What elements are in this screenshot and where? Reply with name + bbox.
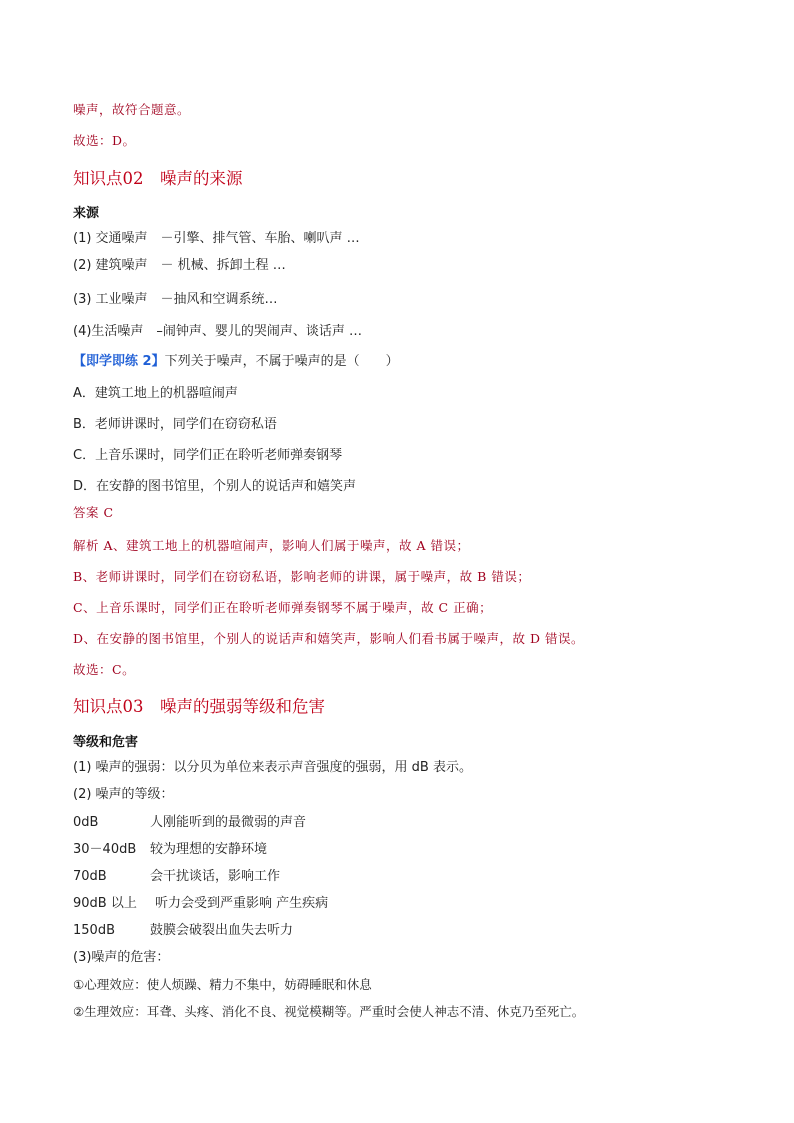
level-db-2: 30－40dB bbox=[73, 842, 137, 857]
level-db-3: 70dB bbox=[73, 869, 107, 884]
prev-answer-line: 故选：D。 bbox=[73, 133, 136, 148]
exercise-tag: 【即学即练 2】 bbox=[73, 354, 165, 369]
level-db-5: 150dB bbox=[73, 923, 115, 938]
answer-line: 答案 C bbox=[73, 505, 114, 520]
prev-conclusion-line: 噪声，故符合题意。 bbox=[73, 102, 191, 117]
source-item-4: (4)生活噪声 –闹钟声、婴儿的哭闹声、谈话声 … bbox=[73, 324, 363, 339]
option-d: D．在安静的图书馆里，个别人的说话声和嬉笑声 bbox=[73, 479, 357, 494]
section-title-03: 知识点03 噪声的强弱等级和危害 bbox=[73, 697, 325, 716]
section-title-02: 知识点02 噪声的来源 bbox=[73, 169, 243, 188]
subheading-levels: 等级和危害 bbox=[73, 735, 139, 750]
source-item-1: (1) 交通噪声 －引擎、排气管、车胎、喇叭声 … bbox=[73, 231, 360, 246]
level-desc-4: 听力会受到严重影响 产生疾病 bbox=[155, 896, 329, 911]
subheading-source: 来源 bbox=[73, 206, 100, 221]
source-item-2: (2) 建筑噪声 － 机械、拆卸土程 … bbox=[73, 258, 286, 273]
level-desc-1: 人刚能听到的最微弱的声音 bbox=[150, 815, 307, 830]
option-a: A．建筑工地上的机器喧闹声 bbox=[73, 386, 238, 401]
exercise-question bbox=[73, 354, 399, 370]
effect-psychological: ①心理效应：使人烦躁、精力不集中，妨碍睡眠和休息 bbox=[73, 977, 372, 992]
source-item-3: (3) 工业噪声 －抽风和空调系统… bbox=[73, 292, 278, 307]
option-c: C．上音乐课时，同学们正在聆听老师弹奏钢琴 bbox=[73, 448, 343, 463]
analysis-line-b: B、老师讲课时，同学们在窃窃私语，影响老师的讲课，属于噪声，故 B 错误； bbox=[73, 569, 531, 584]
level-db-4: 90dB 以上 bbox=[73, 896, 137, 911]
level-desc-2: 较为理想的安静环境 bbox=[150, 842, 268, 857]
strength-line: (1) 噪声的强弱：以分贝为单位来表示声音强度的强弱，用 dB 表示。 bbox=[73, 760, 472, 775]
analysis-line-d: D、在安静的图书馆里，个别人的说话声和嬉笑声，影响人们看书属于噪声，故 D 错误。 bbox=[73, 631, 584, 646]
analysis-line-c: C、上音乐课时，同学们正在聆听老师弹奏钢琴不属于噪声，故 C 正确； bbox=[73, 600, 493, 615]
effect-physiological: ②生理效应：耳聋、头疼、消化不良、视觉模糊等。严重时会使人神志不清、休克乃至死亡。 bbox=[73, 1004, 585, 1019]
hazards-heading: (3)噪声的危害： bbox=[73, 950, 170, 965]
levels-heading: (2) 噪声的等级： bbox=[73, 787, 174, 802]
option-b: B．老师讲课时，同学们在窃窃私语 bbox=[73, 417, 277, 432]
level-desc-5: 鼓膜会破裂出血失去听力 bbox=[150, 923, 294, 938]
level-db-1: 0dB bbox=[73, 815, 99, 830]
analysis-conclusion: 故选：C。 bbox=[73, 662, 136, 677]
analysis-line-a: 解析 A、建筑工地上的机器喧闹声，影响人们属于噪声，故 A 错误； bbox=[73, 538, 470, 553]
level-desc-3: 会干扰谈话，影响工作 bbox=[150, 869, 281, 884]
exercise-question-text: 下列关于噪声，不属于噪声的是（ ） bbox=[164, 354, 399, 369]
